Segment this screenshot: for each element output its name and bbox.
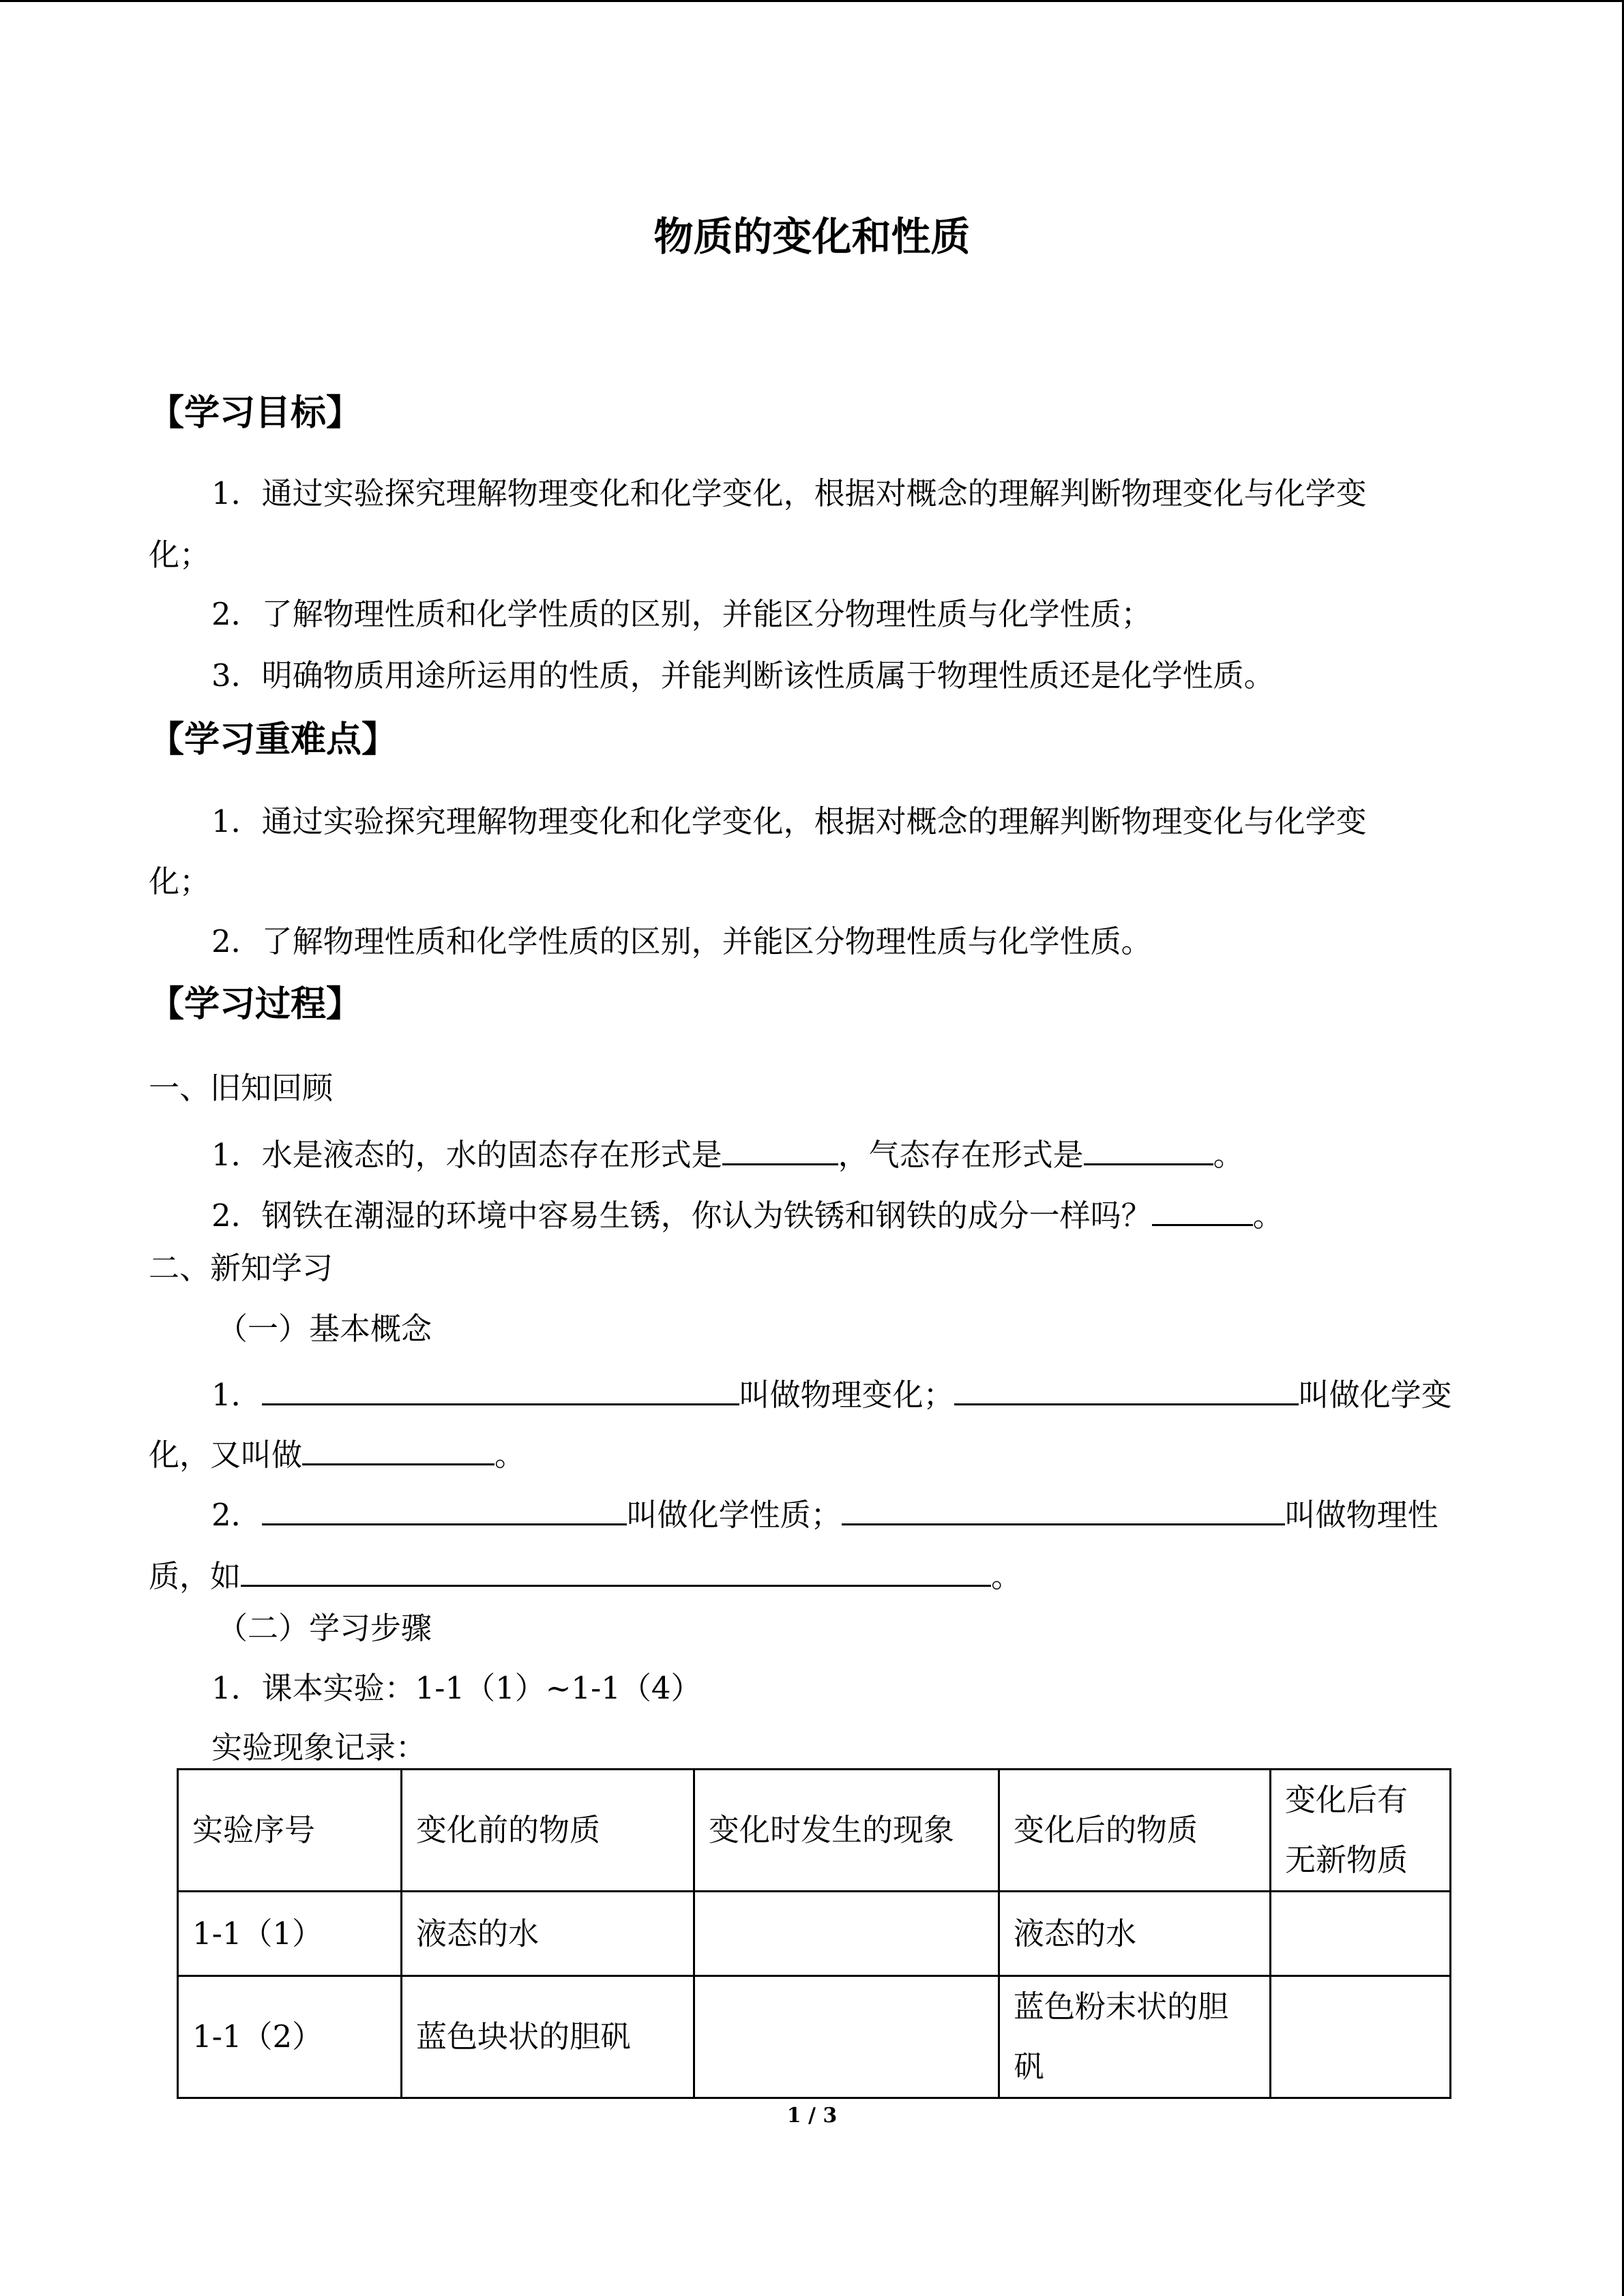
table-cell: 1-1（1） xyxy=(178,1892,402,1976)
concept-2-text-c: 叫做物理性 xyxy=(1284,1497,1438,1533)
review-question-2 xyxy=(211,1194,1284,1234)
concept-2-text-b: 叫做化学性质； xyxy=(626,1497,842,1533)
answer-blank-chemical-property[interactable] xyxy=(262,1493,627,1525)
objective-1-line-1: 1．通过实验探究理解物理变化和化学变化，根据对概念的理解判断物理变化与化学变 xyxy=(211,475,1367,511)
review-heading: 一、旧知回顾 xyxy=(149,1070,334,1106)
table-cell: 液态的水 xyxy=(402,1892,694,1976)
concept-1-text-b: 叫做物理变化； xyxy=(739,1377,954,1413)
record-label: 实验现象记录： xyxy=(211,1729,427,1765)
table-header-cell: 变化后有无新物质 xyxy=(1271,1770,1451,1892)
concept-2-line-2 xyxy=(149,1555,1022,1592)
concept-1-text-d: 化，又叫做 xyxy=(149,1437,303,1473)
answer-blank-physical-property[interactable] xyxy=(842,1493,1285,1525)
table-header-cell: 变化前的物质 xyxy=(402,1770,694,1892)
review-q2-text-a: 2．钢铁在潮湿的环境中容易生锈，你认为铁锈和钢铁的成分一样吗？ xyxy=(211,1197,1152,1234)
textbook-experiment: 1．课本实验：1-1（1）~1-1（4） xyxy=(211,1670,702,1706)
table-header-cell: 变化后的物质 xyxy=(999,1770,1271,1892)
keypoint-2: 2．了解物理性质和化学性质的区别，并能区分物理性质与化学性质。 xyxy=(211,923,1152,959)
concept-2-number: 2． xyxy=(211,1497,262,1533)
objective-3: 3．明确物质用途所运用的性质，并能判断该性质属于物理性质还是化学性质。 xyxy=(211,657,1275,694)
steps-heading: （二）学习步骤 xyxy=(217,1610,432,1646)
review-question-1 xyxy=(211,1133,1244,1173)
answer-blank-chemical-change[interactable] xyxy=(954,1373,1299,1405)
table-cell-blank[interactable] xyxy=(1271,1976,1451,2098)
review-q1-text-b: ，气态存在形式是 xyxy=(838,1137,1084,1173)
table-cell: 蓝色块状的胆矾 xyxy=(402,1976,694,2098)
keypoint-1-line-2: 化； xyxy=(149,863,211,899)
concept-1-line-1 xyxy=(211,1373,1452,1413)
review-q2-text-b: 。 xyxy=(1252,1197,1284,1234)
table-row xyxy=(178,1892,1451,1976)
table-cell-blank[interactable] xyxy=(694,1892,999,1976)
table-cell-blank[interactable] xyxy=(694,1976,999,2098)
table-header-cell: 实验序号 xyxy=(178,1770,402,1892)
page-number: 1 / 3 xyxy=(786,2104,838,2128)
concept-2-line-1 xyxy=(211,1493,1438,1533)
page-top-border xyxy=(0,0,1624,2)
new-learning-heading: 二、新知学习 xyxy=(149,1250,334,1286)
answer-blank-chemical-reaction[interactable] xyxy=(302,1433,494,1465)
answer-blank-rust[interactable] xyxy=(1152,1194,1253,1226)
answer-blank-gas-water[interactable] xyxy=(1084,1133,1213,1165)
table-cell: 液态的水 xyxy=(999,1892,1271,1976)
table-header-cell: 变化时发生的现象 xyxy=(694,1770,999,1892)
concept-1-number: 1． xyxy=(211,1377,262,1413)
keypoints-heading: 【学习重难点】 xyxy=(149,719,398,760)
document-title: 物质的变化和性质 xyxy=(653,213,971,260)
answer-blank-physical-change[interactable] xyxy=(262,1373,739,1405)
concept-1-line-2 xyxy=(149,1433,526,1473)
answer-blank-physical-property-examples[interactable] xyxy=(241,1555,991,1587)
concept-1-text-c: 叫做化学变 xyxy=(1298,1377,1452,1413)
table-cell: 1-1（2） xyxy=(178,1976,402,2098)
table-header-row xyxy=(178,1770,1451,1892)
objective-1-line-2: 化； xyxy=(149,537,211,573)
objectives-heading: 【学习目标】 xyxy=(149,392,362,434)
objective-2: 2．了解物理性质和化学性质的区别，并能区分物理性质与化学性质； xyxy=(211,596,1152,632)
table-row xyxy=(178,1976,1451,2098)
concept-2-text-d: 质，如 xyxy=(149,1558,241,1594)
table-cell-blank[interactable] xyxy=(1271,1892,1451,1976)
review-q1-text-a: 1．水是液态的，水的固态存在形式是 xyxy=(211,1137,722,1173)
answer-blank-solid-water[interactable] xyxy=(722,1133,838,1165)
concepts-heading: （一）基本概念 xyxy=(217,1311,432,1347)
table-cell: 蓝色粉末状的胆矾 xyxy=(999,1976,1271,2098)
concept-2-text-e: 。 xyxy=(991,1558,1022,1594)
experiment-record-table xyxy=(177,1768,1451,2099)
keypoint-1-line-1: 1．通过实验探究理解物理变化和化学变化，根据对概念的理解判断物理变化与化学变 xyxy=(211,803,1367,839)
process-heading: 【学习过程】 xyxy=(149,983,362,1025)
concept-1-text-e: 。 xyxy=(494,1437,526,1473)
review-q1-text-c: 。 xyxy=(1213,1137,1244,1173)
